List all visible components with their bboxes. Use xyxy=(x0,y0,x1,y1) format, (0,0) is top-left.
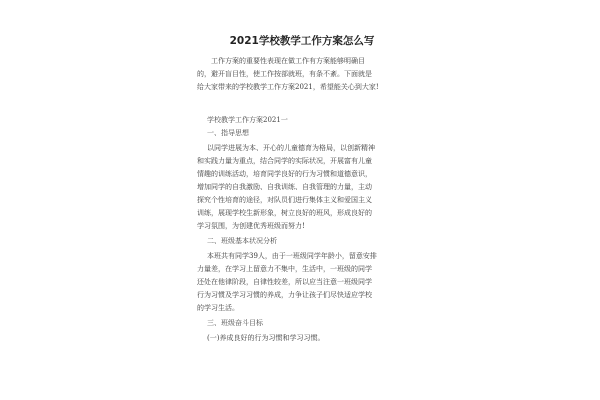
para-line: 力量差，在学习上留意力不集中，生活中，一班级的同学 xyxy=(197,265,372,273)
para-line: 还处在他律阶段，自律性较差，所以应当注意一班级同学 xyxy=(197,278,372,286)
para-line: 训练，展现学校生新形象，树立良好的班风，形成良好的 xyxy=(197,209,372,217)
para-line: 探究个性培育的途径，对队员们进行集体主义和爱国主义 xyxy=(197,196,372,204)
document-page xyxy=(197,0,407,400)
para-line: 和实践力量为重点，结合同学的实际状况，开展富有儿童 xyxy=(197,157,372,165)
section-title: 学校教学工作方案2021一 xyxy=(207,116,288,124)
heading-class-analysis: 二、班级基本状况分析 xyxy=(207,237,277,245)
intro-line: 给大家带来的学校教学工作方案2021，希望能关心到大家! xyxy=(197,83,379,91)
document-title: 2021学校教学工作方案怎么写 xyxy=(229,35,375,47)
para-line: 情趣的训练活动，培育同学良好的行为习惯和道德意识， xyxy=(197,170,372,178)
list-item: (一)养成良好的行为习惯和学习习惯。 xyxy=(207,334,325,342)
para-line: 学习氛围，为创建优秀班级而努力! xyxy=(197,222,305,230)
para-line: 以同学进展为本、开心的儿童德育为格局，以创新精神 xyxy=(207,144,375,152)
heading-class-goals: 三、班级奋斗目标 xyxy=(207,319,263,327)
heading-guiding-thought: 一、指导思想 xyxy=(207,129,249,137)
intro-line: 工作方案的重要性表现在做工作有方案能够明确目 xyxy=(211,57,365,65)
intro-line: 的，避开盲目性，使工作按部就班，有条不紊。下面就是 xyxy=(197,70,372,78)
para-line: 行为习惯及学习习惯的养成，力争让孩子们尽快适应学校 xyxy=(197,291,372,299)
para-line: 本班共有同学39人，由于一班级同学年龄小，留意安排 xyxy=(207,252,377,260)
para-line: 的学习生活。 xyxy=(197,304,239,312)
para-line: 增加同学的自我激励、自我训练、自我管理的力量，主动 xyxy=(197,183,372,191)
